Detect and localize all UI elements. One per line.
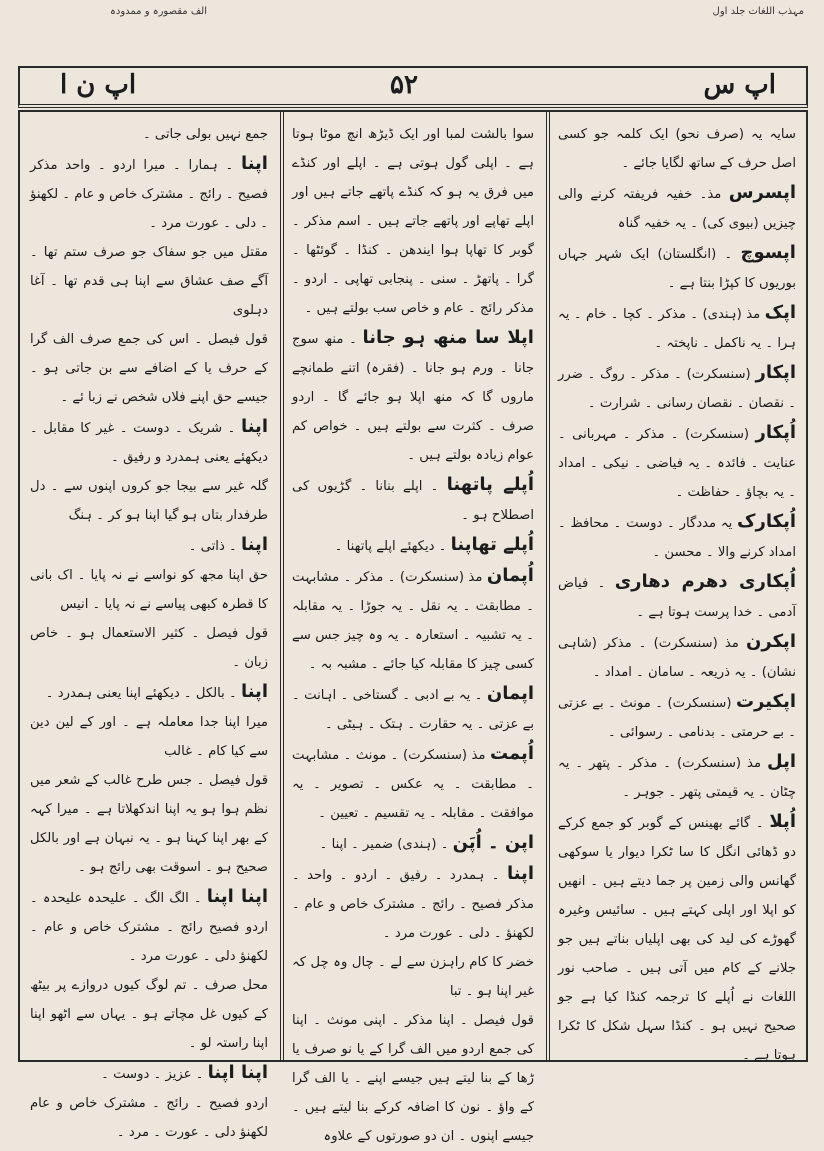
dictionary-entry: [292, 948, 534, 1006]
entry-headword: اپنا: [506, 863, 534, 884]
dictionary-entry: [558, 747, 796, 807]
entry-text: خضر کا کام راہزن سے لے ۔ چال وہ چل کہ غیر اپنا ہو ۔ تبا: [292, 955, 534, 999]
entry-text: (سنسکرت) ۔ مونث ۔ بے عزتی ۔ بے حرمتی ۔ بدنامی ۔ رسوائی ۔: [558, 696, 796, 740]
entry-headword: اپنا اپنا: [206, 886, 268, 907]
dictionary-entry: [292, 323, 534, 470]
header-guide-left: اپ ن ا: [60, 70, 137, 100]
dictionary-entry: [558, 567, 796, 627]
dictionary-entry: [292, 1006, 534, 1151]
entry-headword: اپکرن: [746, 631, 796, 652]
entry-headword: اپنا اپنا: [207, 1062, 268, 1083]
entry-text: ۔ شریک ۔ دوست ۔ غیر کا مقابل ۔ دیکھئے یعنی ہمدرد و رفیق ۔: [30, 421, 268, 465]
entry-text: سوا بالشت لمبا اور ایک ڈیڑھ انچ موٹا ہوتا ہے ۔ اپلی گول ہوتی ہے ۔ اپلے اور کنڈے میں فرق یہ ہو کہ کنڈے پاتھے جاتے ہیں اور اپلے تھاپے اور پاتھے جاتے ہیں ۔ اسم مذکر ۔ گوبر کا تھاپا ہوا ایندھن ۔ کنڈا ۔ گوئٹھا ۔ گرا ۔ پاتھڑ ۔ سنی ۔ پنجابی تھاپی ۔ اردو ۔ مذکر رائج ۔ عام و خاص سب بولتے ہیں ۔: [292, 127, 534, 316]
column-right: [548, 112, 806, 1063]
entry-text: ۔ عزیز ۔ دوست ۔: [101, 1067, 204, 1082]
entry-text: قول فیصل ۔ اس کی جمع صرف الف گرا کے حرف یا کے اضافے سے بن جاتی ہو ۔ جیسے حق اپنے فلاں شخص نے زبا ئے ۔: [30, 332, 268, 405]
entry-text: ۔ ہمارا ۔ میرا اردو ۔ واحد مذکر فصیح ۔ رائج ۔ مشترک خاص و عام ۔ لکھنؤ ۔ دلی ۔ عورت مرد ۔: [30, 158, 268, 231]
entry-text: (سنسکرت) ۔ مذکر ۔ مہربانی ۔ عنایت ۔ فائدہ ۔ یہ فیاضی ۔ نیکی ۔ امداد ۔ یہ بچاؤ ۔ حفاظت ۔: [558, 427, 796, 500]
entry-text: قول فیصل ۔ جس طرح غالب کے شعر میں نظم ہوا ہو یہ اپنا اندکھلاتا ہے ۔ میرا کہہ کے بھر اپنا کہنا ہو ۔ یہ نبہان ہے اور بالکل صحیح ہو ۔ اسوقت بھی رائج ہو ۔: [30, 773, 268, 875]
dictionary-entry: [558, 358, 796, 418]
entry-headword: اُپلے تھاپنا: [450, 534, 534, 555]
entry-text: ۔ منھ سوج جانا ۔ ورم ہو جانا ۔ (فقرہ) اتنے طمانچے ماروں گا کہ منھ اپلا ہو جائے گا ۔ اردو صرف ۔ کثرت سے بولتے ہیں ۔ خواص کم عوام زیادہ بولتے ہیں ۔: [292, 332, 534, 463]
dictionary-entry: [30, 325, 268, 412]
dictionary-entry: [30, 238, 268, 325]
entry-headword: اپنا: [240, 534, 268, 555]
entry-headword: اُپلے پاتھنا: [446, 474, 534, 495]
dictionary-entry: [292, 530, 534, 561]
entry-text: ۔ اپلے بنانا ۔ گڑیوں کی اصطلاح ہو ۔: [292, 479, 534, 523]
entry-text: ۔ ہمدرد ۔ رفیق ۔ اردو ۔ واحد ۔ مذکر فصیح ۔ رائج ۔ مشترک خاص و عام ۔ لکھنؤ ۔ دلی ۔ عورت مرد ۔: [292, 868, 534, 941]
entry-headword: اپنا: [240, 153, 268, 174]
dictionary-entry: [558, 238, 796, 298]
dictionary-entry: [30, 412, 268, 472]
dictionary-entry: [292, 679, 534, 739]
dictionary-entry: [558, 627, 796, 687]
dictionary-entry: [292, 739, 534, 828]
column-left: [20, 112, 278, 1140]
entry-text: محل صرف ۔ تم لوگ کیوں دروازے پر بیٹھ کے کیوں غل مچاتے ہو ۔ یہاں سے اٹھو اپنا اپنا راستہ لو ۔: [30, 978, 268, 1051]
dictionary-entry: [558, 120, 796, 178]
column-divider: [280, 112, 284, 1060]
dictionary-entry: [558, 298, 796, 358]
dictionary-entry: [30, 1089, 268, 1147]
dictionary-entry: [558, 507, 796, 567]
dictionary-entry: [30, 530, 268, 561]
entry-text: ۔ گائے بھینس کے گوبر کو جمع کرکے دو ڈھائی انگل کا سا ٹکرا دیوار یا سوکھی گھانس والی زمین پر جما دیتے ہیں ۔ انھیں کو اپلا اور اپلی کہتے ہیں ۔ سائیس وغیرہ گھوڑے کی لید کی بھی اپلیاں بناتے ہیں جو جلانے کے کام میں آتی ہیں ۔ صاحب نور اللغات نے اُپلے کا ترجمہ کنڈا کیا ہے جو صحیح نہیں ہو ۔ کنڈا سہل شکل کا ٹکرا ہوتا ہے ۔: [558, 816, 796, 1063]
entry-text: مذ (سنسکرت) ۔ مذکر ۔ پتھر ۔ یہ چٹان ۔ یہ قیمتی پتھر ۔ جوہر ۔: [558, 756, 796, 800]
entry-text: ۔ یہ بے ادبی ۔ گستاخی ۔ اہانت ۔ بے عزتی ۔ یہ حقارت ۔ ہتک ۔ ہیٹی ۔: [292, 688, 534, 732]
column-divider: [546, 112, 550, 1060]
entry-text: مذ (سنسکرت) ۔ مذکر (شاہی نشان) ۔ یہ ذریعہ ۔ سامان ۔ امداد ۔: [558, 636, 796, 680]
dictionary-entry: [558, 178, 796, 238]
dictionary-entry: [30, 766, 268, 882]
entry-text: مذ (سنسکرت) ۔ مونث ۔ مشابہت ۔ مطابقت ۔ یہ عکس ۔ تصویر ۔ یہ موافقت ۔ مقابلہ ۔ یہ تقسیم ۔ تعیین ۔: [292, 748, 534, 821]
dictionary-entry: [30, 120, 268, 149]
entry-text: ۔ ذاتی ۔: [188, 539, 237, 554]
entry-headword: اُپلا: [769, 811, 796, 832]
entry-headword: اپمان: [486, 683, 534, 704]
entry-text: میرا اپنا جدا معاملہ ہے ۔ اور کے لین دین سے کیا کام ۔ غالب: [30, 715, 268, 759]
entry-text: ۔ الگ الگ ۔ علیحدہ علیحدہ ۔ اردو فصیح رائج ۔ مشترک خاص و عام ۔ لکھنؤ دلی ۔ عورت مرد ۔: [30, 891, 268, 964]
entry-text: ۔ فیاض آدمی ۔ خدا پرست ہوتا ہے ۔: [558, 576, 796, 620]
entry-headword: اپسوچ: [740, 242, 796, 263]
entry-headword: اُپکارک: [737, 511, 796, 532]
page-number: ۵۲: [390, 70, 418, 100]
entry-headword: اپنا: [240, 681, 268, 702]
column-middle: [282, 112, 544, 1144]
dictionary-entry: [292, 828, 534, 859]
entry-headword: اُپکاری دھرم دھاری: [614, 571, 796, 592]
entry-text: مقتل میں جو سفاک جو صرف ستم تھا ۔ آگے صف عشاق سے اپنا ہی قدم تھا ۔ آغا دہلوی: [30, 245, 268, 318]
dictionary-entry: [292, 120, 534, 323]
entry-headword: اپل: [767, 751, 796, 772]
dictionary-entry: [292, 561, 534, 679]
dictionary-entry: [558, 418, 796, 507]
dictionary-entry: [292, 859, 534, 948]
entry-text: اردو فصیح ۔ رائج ۔ مشترک خاص و عام لکھنؤ دلی ۔ عورت ۔ مرد ۔: [30, 1096, 268, 1140]
entry-text: مذ (ہندی) ۔ مذکر ۔ کچا ۔ خام ۔ یہ ہرا ۔ یہ ناکمل ۔ ناپختہ ۔: [558, 307, 796, 351]
dictionary-entry: [558, 807, 796, 1070]
entry-text: گلہ غیر سے بیجا جو کروں اپنوں سے ۔ دل طرفدار بتاں ہو گیا اپنا ہو کر ۔ ہنگ: [30, 479, 268, 523]
top-note-left: الف مقصورہ و ممدودہ: [110, 6, 208, 17]
entry-text: قول فیصل ۔ کثیر الاستعمال ہو ۔ خاص زبان ۔: [30, 626, 268, 670]
dictionary-entry: [558, 687, 796, 747]
dictionary-entry: [30, 149, 268, 238]
entry-text: مذ (سنسکرت) ۔ مذکر ۔ مشابہت ۔ مطابقت ۔ یہ نقل ۔ یہ جوڑا ۔ یہ مقابلہ ۔ یہ تشبیہ ۔ استعارہ ۔ یہ وہ چیز جس سے کسی چیز کا مقابلہ کیا جائے ۔ مشبہ بہ ۔: [292, 570, 534, 672]
dictionary-entry: [292, 470, 534, 530]
entry-text: ۔ (ہندی) ضمیر ۔ اپنا ۔: [319, 837, 449, 852]
entry-text: حق اپنا مجھ کو نواسے نے نہ پایا ۔ اک بانی کا قطرہ کبھی پیاسے نے نہ پایا ۔ انیس: [30, 568, 268, 612]
entry-text: سایہ یہ (صرف نحو) ایک کلمہ جو کسی اصل حرف کے ساتھ لگایا جائے ۔: [558, 127, 796, 171]
entry-headword: اپک: [764, 302, 796, 323]
entry-headword: اُپمت: [489, 743, 534, 764]
dictionary-entry: [30, 619, 268, 677]
entry-text: (سنسکرت) ۔ مذکر ۔ روگ ۔ ضرر ۔ نقصان ۔ نقصان رسانی ۔ شرارت ۔: [558, 367, 796, 411]
entry-text: ۔ (انگلستان) ایک شہر جہاں بوریوں کا کپڑا بنتا ہے ۔: [558, 247, 796, 291]
dictionary-entry: [30, 708, 268, 766]
dictionary-entry: [30, 561, 268, 619]
header-guide-right: اپ س: [703, 70, 776, 100]
entry-headword: اپنا: [240, 416, 268, 437]
entry-headword: اُپکار: [755, 422, 797, 443]
entry-text: ۔ بالکل ۔ دیکھئے اپنا یعنی ہمدرد ۔: [45, 686, 237, 701]
entry-text: ۔ دیکھئے اپلے پاتھنا ۔: [334, 539, 447, 554]
entry-headword: اپن ۔ اُپَن: [452, 832, 534, 853]
top-note-right: مہذب اللغات جلد اول: [712, 6, 804, 17]
entry-text: قول فیصل ۔ اپنا مذکر ۔ اپنی مونث ۔ اپنا کی جمع اردو میں الف گرا کے یا نو صرف یا ڑھا کے بنا لیتے ہیں جیسے اپنے ۔ یا الف گرا کے واؤ ۔ نون کا اضافہ کرکے بنا لیتے ہیں ۔ جیسے اپنوں ۔ ان دو صورتوں کے علاوہ: [292, 1013, 534, 1144]
entry-text: مذ۔ خفیہ فریفتہ کرنے والی چیزیں (بیوی کی) ۔ یہ خفیہ گناہ: [558, 187, 796, 231]
entry-headword: اپسرس: [728, 182, 796, 203]
page-header: [18, 66, 808, 108]
entry-headword: اُپمان: [486, 565, 534, 586]
dictionary-entry: [30, 1058, 268, 1089]
dictionary-entry: [30, 971, 268, 1058]
entry-headword: اپکار: [755, 362, 796, 383]
entry-text: یہ مددگار ۔ دوست ۔ محافظ ۔ امداد کرنے والا ۔ محسن ۔: [558, 516, 796, 560]
entry-text: جمع نہیں بولی جاتی ۔: [142, 127, 268, 142]
dictionary-entry: [30, 677, 268, 708]
entry-headword: اپلا سا منھ ہو جانا: [362, 327, 534, 348]
columns-frame: [18, 110, 808, 1144]
entry-headword: اپکیرت: [735, 691, 796, 712]
dictionary-entry: [30, 472, 268, 530]
dictionary-entry: [30, 882, 268, 971]
